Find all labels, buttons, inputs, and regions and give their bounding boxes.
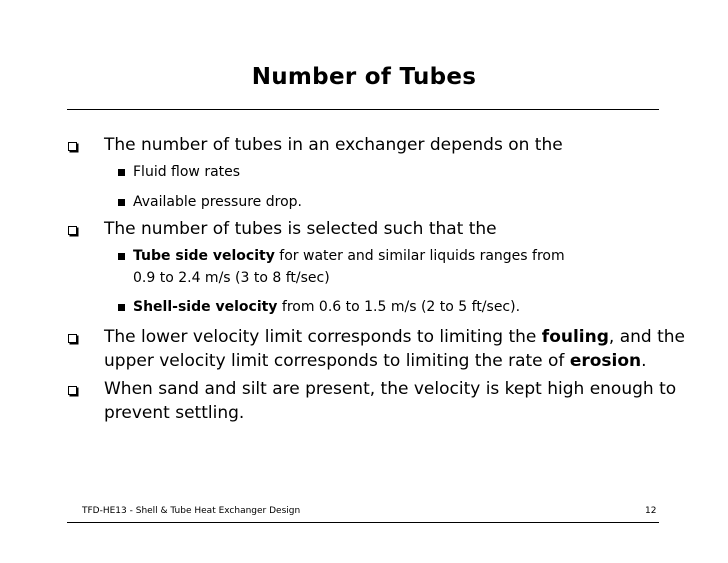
- hollow-square-bullet-icon: [68, 386, 77, 395]
- footer-divider: [67, 522, 659, 523]
- erosion-term: erosion: [569, 351, 642, 371]
- bullet-3-line-2-text: upper velocity limit corresponds to limiting the rate of: [104, 351, 570, 371]
- bullet-1-sub-1: Fluid flow rates: [133, 164, 241, 180]
- hollow-square-bullet-icon: [68, 226, 77, 235]
- hollow-square-bullet-icon: [68, 334, 77, 343]
- bullet-4-line-2: prevent settling.: [104, 403, 245, 423]
- tube-side-velocity-label: Tube side velocity: [133, 248, 275, 264]
- hollow-square-bullet-icon: [68, 142, 77, 151]
- bullet-2-text: The number of tubes is selected such that the: [104, 219, 497, 239]
- bullet-2-sub-1-line-2: 0.9 to 2.4 m/s (3 to 8 ft/sec): [133, 270, 330, 286]
- tube-side-velocity-desc: for water and similar liquids ranges from: [274, 248, 565, 264]
- filled-square-bullet-icon: [118, 169, 125, 176]
- bullet-1-sub-2: Available pressure drop.: [133, 194, 302, 210]
- bullet-2-sub-2: [133, 296, 520, 318]
- slide-title: Number of Tubes: [251, 64, 477, 90]
- filled-square-bullet-icon: [118, 304, 125, 311]
- title-divider: [67, 109, 659, 110]
- footer-text: TFD-HE13 - Shell & Tube Heat Exchanger Design: [82, 506, 301, 516]
- bullet-4-line-1: When sand and silt are present, the velocity is kept high enough to: [104, 379, 677, 399]
- shell-side-velocity-desc: from 0.6 to 1.5 m/s (2 to 5 ft/sec).: [277, 299, 521, 315]
- bullet-3-line-2-tail: .: [641, 351, 647, 371]
- shell-side-velocity-label: Shell-side velocity: [133, 299, 278, 315]
- bullet-3-line-1-tail: , and the: [608, 327, 685, 347]
- fouling-term: fouling: [541, 327, 609, 347]
- bullet-3-line-2: [104, 349, 647, 373]
- filled-square-bullet-icon: [118, 199, 125, 206]
- page-number: 12: [645, 506, 657, 516]
- bullet-3-line-1-text: The lower velocity limit corresponds to limiting the: [104, 327, 542, 347]
- bullet-3-line-1: [104, 325, 685, 349]
- filled-square-bullet-icon: [118, 253, 125, 260]
- bullet-2-sub-1-line-1: [133, 245, 565, 267]
- bullet-1-text: The number of tubes in an exchanger depends on the: [104, 135, 563, 155]
